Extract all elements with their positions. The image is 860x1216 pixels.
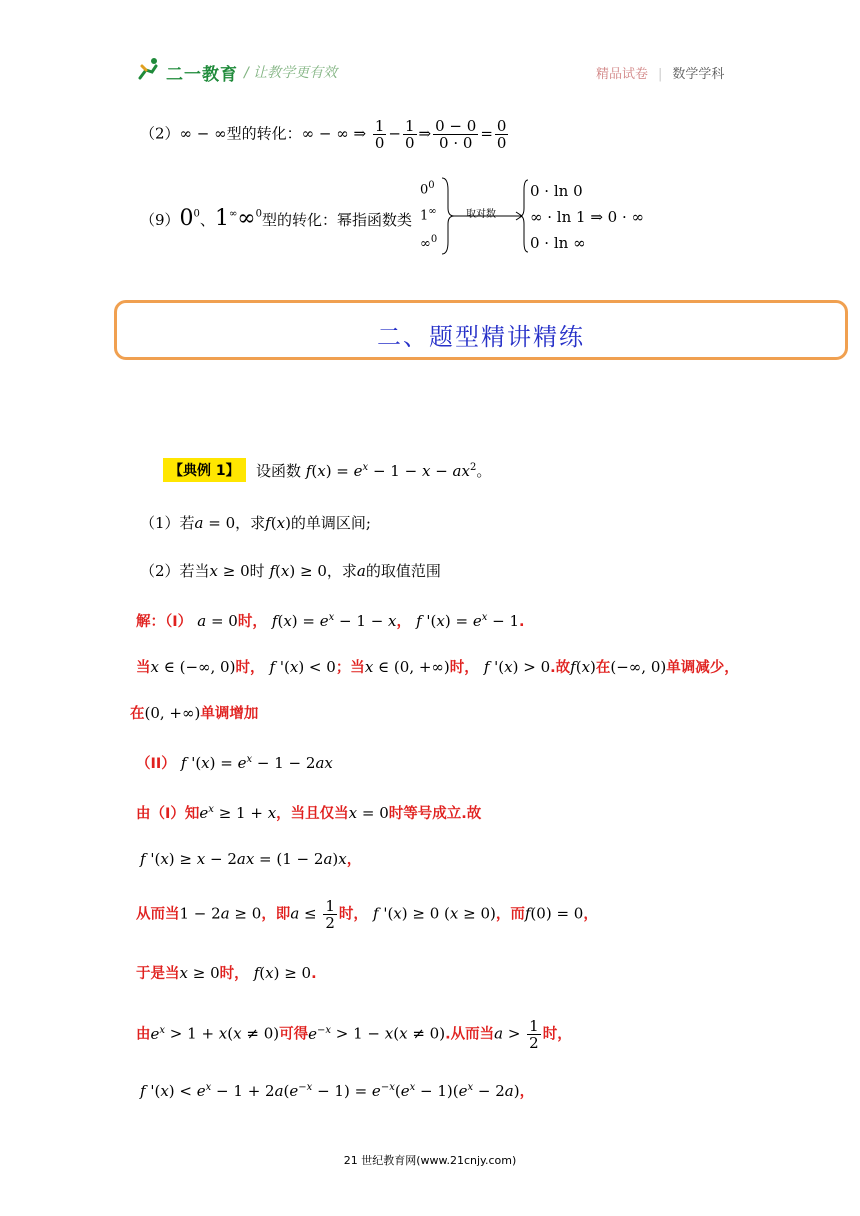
section-banner [114,300,848,360]
footer: 21 世纪教育网(www.21cnjy.com) [343,1154,517,1167]
form-0-0: $0^0$ [420,180,435,198]
item-2: （2）∞ − ∞型的转化：∞ − ∞ ⇒ $\frac{1}{0}$ − $\frac{1}{0}$ ⇒ $\frac{0 - 0}{0 \cdot 0}$ = $\frac{0}{0}$ [140,117,507,152]
arrow-label: 取对数 [466,209,496,220]
header-right: 精品试卷 | 数学学科 [596,67,725,82]
solution-line-8: 于是当x ≥ 0时， f(x) ≥ 0. [136,964,317,982]
solution-line-10: f '$(x) < e^x - 1 + 2a(e^{-x} - 1) = e^{-x}(e^x - 1)(e^x - 2a)$， [140,1082,535,1100]
form-inf-0: ∞$^0$ [420,234,438,252]
logo-name: 二一教育 [166,65,238,85]
example-tag: 【典例 1】 [163,458,246,482]
solution-line-2: 当x ∈ (−∞, 0)时， f '(x) < 0；当x ∈ (0, +∞)时， f '(x) > 0.故f(x)在(−∞, 0)单调减少， [136,658,739,676]
header-label-subject: 数学学科 [672,67,725,82]
result-2: ∞ · ln 1 ⇒ 0 · ∞ [530,208,645,226]
section-title: 二、题型精讲精练 [377,323,585,351]
solution-line-6: f '(x) ≥ x − 2ax = (1 − 2a)x， [140,850,362,868]
logo-runner-icon [136,56,162,82]
solution-line-5: 由（I）知$e^x \ge 1 + x$，当且仅当x = 0时等号成立.故 [136,804,482,822]
logo-slogan: / 让教学更有效 [244,65,338,81]
result-1: 0 · ln 0 [530,182,583,200]
solution-line-3: 在(0, +∞)单调增加 [130,704,259,722]
solution-line-1: 解：（I） a = 0时， $f(x) = e^x - 1 - x$， f '$(x) = e^x - 1$. [136,612,525,630]
form-1-inf: 1∞ [420,206,437,224]
question-1: （1）若a = 0，求f(x)的单调区间; [140,514,371,532]
result-3: 0 · ln ∞ [530,234,586,252]
item-9: $(9)0^0$、1∞∞$^0$型的转化：幂指函数类 [140,206,412,231]
question-2: （2）若当x ≥ 0时 f(x) ≥ 0，求a的取值范围 [140,562,441,580]
header-label-quality: 精品试卷 [596,67,649,82]
solution-line-9: 由$e^x > 1 + x(x \ne 0)$可得$e^{-x} > 1 - x(x \ne 0)$.从而当a > $\frac{1}{2}$ 时， [136,1017,572,1052]
solution-line-4: （II） f '$(x) = e^x - 1 - 2ax$ [136,754,333,772]
solution-line-7: 从而当1 − 2a ≥ 0，即a ≤ $\frac{1}{2}$ 时， f '(x) ≥ 0 (x ≥ 0)，而f(0) = 0， [136,897,598,932]
example-stem: 设函数 $f(x) = e^x - 1 - x - ax^2$。 [256,462,492,480]
